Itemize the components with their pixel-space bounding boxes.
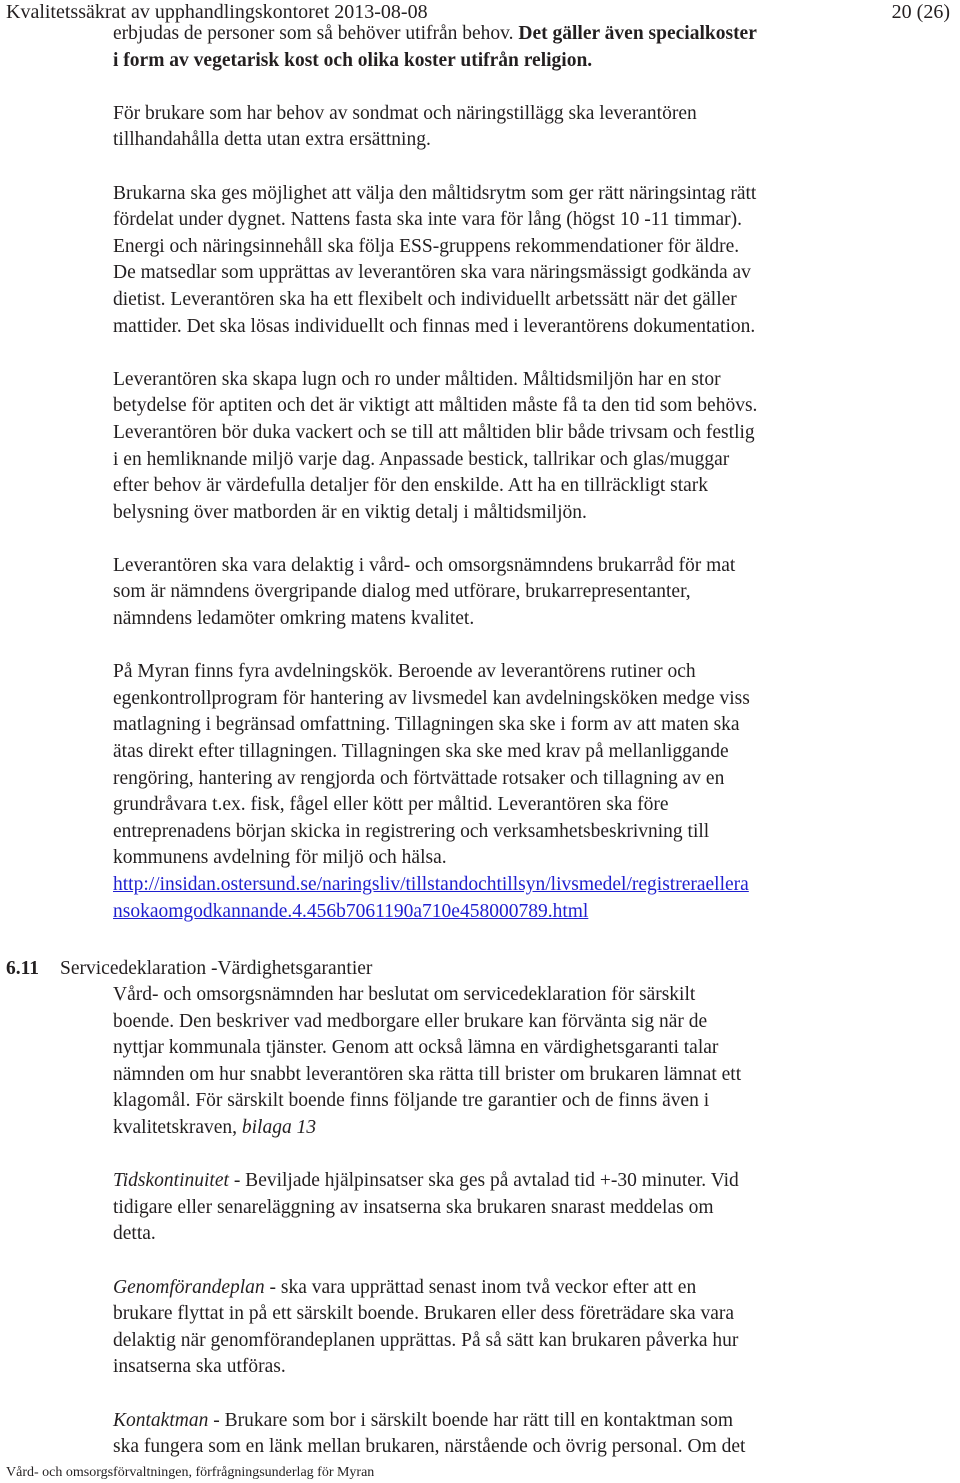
- paragraph-line: Tidskontinuitet - Beviljade hjälpinsatser ska ges på avtalad tid +-30 minuter. Vid: [113, 1170, 739, 1192]
- paragraph-line: egenkontrollprogram för hantering av livsmedel kan avdelningsköken medge viss: [113, 687, 750, 709]
- paragraph-line: boende. Den beskriver vad medborgare eller brukare kan förvänta sig när de: [113, 1010, 708, 1032]
- paragraph-line: Brukarna ska ges möjlighet att välja den måltidsrytm som ger rätt näringsintag rätt: [113, 182, 757, 204]
- livsmedel-registration-link-cont[interactable]: nsokaomgodkannande.4.456b7061190a710e458000789.html: [113, 900, 589, 922]
- paragraph-line: kommunens avdelning för miljö och hälsa.: [113, 847, 447, 869]
- paragraph-line: Genomförandeplan - ska vara upprättad senast inom två veckor efter att en: [113, 1276, 697, 1298]
- paragraph-line: brukare flyttat in på ett särskilt boende. Brukaren eller dess företrädare ska vara: [113, 1303, 735, 1325]
- paragraph-line: nämnden om hur snabbt leverantören ska rätta till brister om brukaren lämnat ett: [113, 1063, 742, 1085]
- paragraph-line: Kontaktman - Brukare som bor i särskilt boende har rätt till en kontaktman som: [113, 1409, 734, 1431]
- paragraph-line: i form av vegetarisk kost och olika koster utifrån religion.: [113, 49, 593, 71]
- paragraph-line: entreprenadens början skicka in registrering och verksamhetsbeskrivning till: [113, 820, 710, 842]
- running-header: Kvalitetssäkrat av upphandlingskontoret 2013-08-08: [6, 1, 428, 23]
- guarantee-term: Kontaktman: [113, 1409, 209, 1431]
- paragraph-line: grundråvara t.ex. fisk, fågel eller kött per måltid. Leverantören ska före: [113, 794, 669, 816]
- paragraph-line: belysning över matborden är en viktig detalj i måltidsmiljön.: [113, 501, 587, 523]
- section-number: 6.11: [6, 958, 40, 979]
- appendix-reference: bilaga 13: [241, 1116, 317, 1138]
- page-number: 20 (26): [891, 1, 950, 23]
- paragraph-line: nyttjar kommunala tjänster. Genom att också lämna en värdighetsgaranti talar: [113, 1037, 719, 1059]
- guarantee-term: Tidskontinuitet: [113, 1170, 229, 1192]
- paragraph-line: De matsedlar som upprättas av leverantören ska vara näringsmässigt godkända av: [113, 262, 751, 284]
- paragraph-line: betydelse för aptiten och det är viktigt att måltiden måste få ta den tid som behövs.: [113, 395, 758, 417]
- paragraph-line: kvalitetskraven, bilaga 13: [113, 1116, 317, 1138]
- paragraph-line: i en hemliknande miljö varje dag. Anpassade bestick, tallrikar och glas/muggar: [113, 448, 730, 470]
- paragraph-line: För brukare som har behov av sondmat och näringstillägg ska leverantören: [113, 102, 697, 124]
- paragraph-line: fördelat under dygnet. Nattens fasta ska inte vara för lång (högst 10 -11 timmar).: [113, 209, 743, 231]
- paragraph-line: efter behov är värdefulla detaljer för den enskilde. Att ha en tillräckligt stark: [113, 475, 709, 497]
- section-title: Servicedeklaration -Värdighetsgarantier: [60, 958, 373, 979]
- guarantee-term: Genomförandeplan: [113, 1276, 265, 1298]
- paragraph-line: Leverantören ska vara delaktig i vård- och omsorgsnämndens brukarråd för mat: [113, 554, 736, 576]
- paragraph-line: delaktig när genomförandeplanen upprättas. På så sätt kan brukaren påverka hur: [113, 1329, 739, 1351]
- section-heading: [6, 955, 372, 982]
- paragraph-line: rengöring, hantering av rengjorda och förtvättade rotsaker och tillagning av en: [113, 767, 725, 789]
- paragraph-line: Energi och näringsinnehåll ska följa ESS-gruppens rekommendationer för äldre.: [113, 235, 740, 257]
- paragraph-line: insatserna ska utföras.: [113, 1356, 286, 1378]
- paragraph-line: som är nämndens övergripande dialog med utförare, brukarrepresentanter,: [113, 581, 691, 603]
- body-block-2: [113, 982, 953, 1461]
- paragraph-line: ätas direkt efter tillagningen. Tillagningen ska ske med krav på mellanliggande: [113, 741, 729, 763]
- paragraph-line: dietist. Leverantören ska ha ett flexibelt och individuellt arbetssätt när det gäller: [113, 288, 737, 310]
- paragraph-line: detta.: [113, 1223, 156, 1245]
- livsmedel-registration-link[interactable]: http://insidan.ostersund.se/naringsliv/tillstandochtillsyn/livsmedel/registreraellera: [113, 874, 749, 895]
- paragraph-line: ska fungera som en länk mellan brukaren, närstående och övrig personal. Om det: [113, 1436, 746, 1458]
- paragraph-line: Leverantören ska skapa lugn och ro under måltiden. Måltidsmiljön har en stor: [113, 368, 721, 390]
- paragraph-line: matlagning i begränsad omfattning. Tillagningen ska ske i form av att maten ska: [113, 714, 740, 736]
- paragraph-line: På Myran finns fyra avdelningskök. Beroende av leverantörens rutiner och: [113, 661, 696, 683]
- paragraph-line: mattider. Det ska lösas individuellt och finnas med i leverantörens dokumentation.: [113, 315, 756, 337]
- paragraph-line: erbjudas de personer som så behöver utifrån behov. Det gäller även specialkoster: [113, 23, 757, 44]
- paragraph-line: Leverantören bör duka vackert och se till att måltiden blir både trivsam och festlig: [113, 421, 755, 443]
- paragraph-line: tidigare eller senareläggning av insatserna ska brukaren snarast meddelas om: [113, 1196, 714, 1218]
- body-block-1: [113, 21, 953, 925]
- paragraph-line: Vård- och omsorgsnämnden har beslutat om servicedeklaration för särskilt: [113, 984, 696, 1005]
- paragraph-line: tillhandahålla detta utan extra ersättning.: [113, 129, 431, 151]
- page-footer: Vård- och omsorgsförvaltningen, förfrågningsunderlag för Myran: [6, 1465, 375, 1480]
- paragraph-line: nämndens ledamöter omkring matens kvalitet.: [113, 608, 475, 630]
- paragraph-line: klagomål. För särskilt boende finns följande tre garantier och de finns även i: [113, 1090, 710, 1112]
